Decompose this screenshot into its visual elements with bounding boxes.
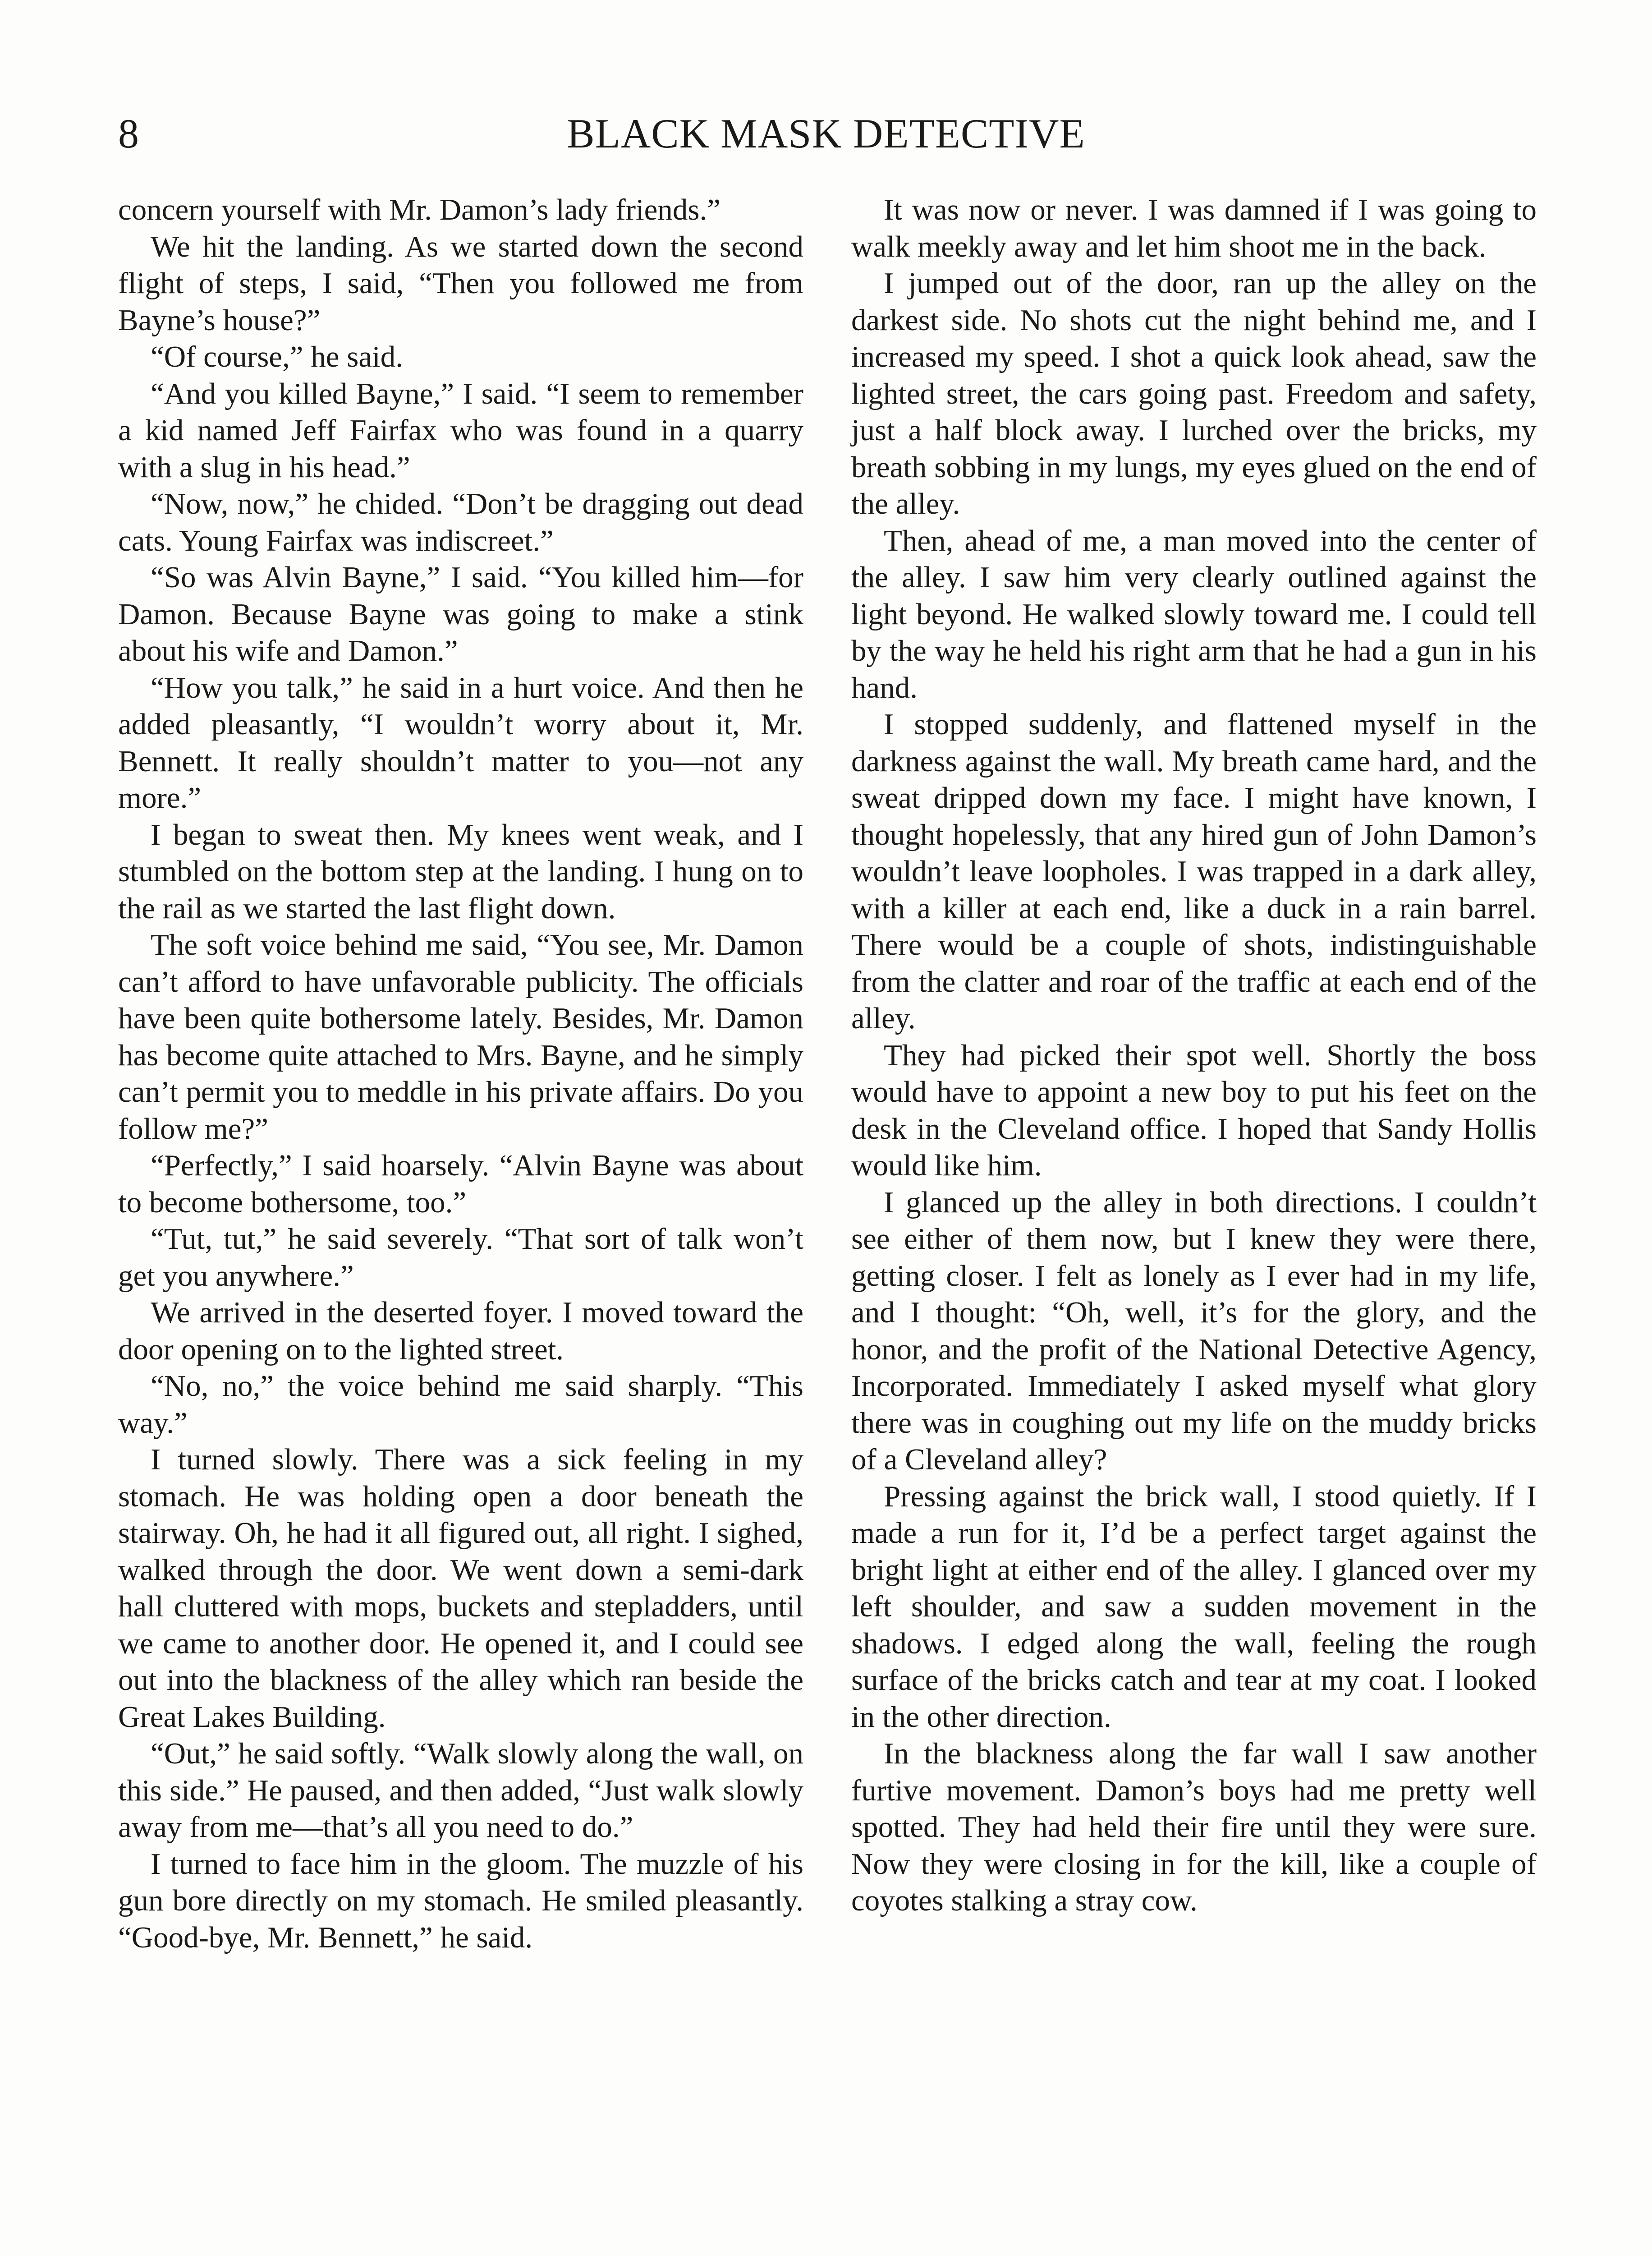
- paragraph: “No, no,” the voice behind me said sharply. “This way.”: [118, 1369, 803, 1440]
- paragraph: “Out,” he said softly. “Walk slowly along the wall, on this side.” He paused, and then added, “Just walk slowly away from me—that’s all you need to do.”: [118, 1737, 803, 1844]
- paragraph: “Tut, tut,” he said severely. “That sort of talk won’t get you anywhere.”: [118, 1222, 803, 1293]
- paragraph: “Perfectly,” I said hoarsely. “Alvin Bayne was about to become bothersome, too.”: [118, 1149, 803, 1219]
- paragraph: “Now, now,” he chided. “Don’t be dragging out dead cats. Young Fairfax was indiscreet.”: [118, 487, 803, 557]
- paragraph: “How you talk,” he said in a hurt voice. And then he added pleasantly, “I wouldn’t worry about it, Mr. Bennett. It really shouldn’t matter to you—not any more.”: [118, 671, 803, 815]
- paragraph: We hit the landing. As we started down the second flight of steps, I said, “Then you followed me from Bayne’s house?”: [118, 230, 803, 337]
- paragraph: I glanced up the alley in both directions. I couldn’t see either of them now, but I knew they were there, getting closer. I felt as lonely as I ever had in my life, and I thought: “Oh, well, it’s for the glory, and the honor, and the profit of the National Detective Agency, Incorporated. Immediately I asked myself what glory there was in coughing out my life on the muddy bricks of a Cleveland alley?: [851, 1185, 1537, 1476]
- paragraph: In the blackness along the far wall I saw another furtive movement. Damon’s boys had me pretty well spotted. They had held their fire until they were sure. Now they were closing in for the kill, like a couple of coyotes stalking a stray cow.: [851, 1737, 1537, 1917]
- right-column: [851, 192, 1537, 1919]
- paragraph: We arrived in the deserted foyer. I moved toward the door opening on to the lighted street.: [118, 1296, 803, 1366]
- paragraph: concern yourself with Mr. Damon’s lady friends.”: [118, 193, 720, 226]
- paragraph: “And you killed Bayne,” I said. “I seem to remember a kid named Jeff Fairfax who was found in a quarry with a slug in his head.”: [118, 377, 803, 484]
- paragraph: Pressing against the brick wall, I stood quietly. If I made a run for it, I’d be a perfect target against the bright light at either end of the alley. I glanced over my left shoulder, and saw a sudden movement in the shadows. I edged along the wall, feeling the rough surface of the bricks catch and tear at my coat. I looked in the other direction.: [851, 1479, 1537, 1734]
- page-number: 8: [118, 110, 139, 156]
- left-column: [118, 192, 803, 1956]
- paragraph: “So was Alvin Bayne,” I said. “You killed him—for Damon. Because Bayne was going to make a stink about his wife and Damon.”: [118, 561, 803, 667]
- paragraph: I jumped out of the door, ran up the alley on the darkest side. No shots cut the night behind me, and I increased my speed. I shot a quick look ahead, saw the lighted street, the cars going past. Freedom and safety, just a half block away. I lurched over the bricks, my breath sobbing in my lungs, my eyes glued on the end of the alley.: [851, 267, 1537, 520]
- paragraph: I turned slowly. There was a sick feeling in my stomach. He was holding open a door beneath the stairway. Oh, he had it all figured out, all right. I sighed, walked through the door. We went down a semi-dark hall cluttered with mops, buckets and stepladders, until we came to another door. He opened it, and I could see out into the blackness of the alley which ran beside the Great Lakes Building.: [118, 1443, 803, 1734]
- paragraph: It was now or never. I was damned if I was going to walk meekly away and let him shoot me in the back.: [851, 193, 1537, 263]
- paragraph: They had picked their spot well. Shortly the boss would have to appoint a new boy to put his feet on the desk in the Cleveland office. I hoped that Sandy Hollis would like him.: [851, 1038, 1537, 1182]
- paragraph: I turned to face him in the gloom. The muzzle of his gun bore directly on my stomach. He smiled pleasantly. “Good-bye, Mr. Bennett,” he said.: [118, 1847, 803, 1954]
- paragraph: Then, ahead of me, a man moved into the center of the alley. I saw him very clearly outlined against the light beyond. He walked slowly toward me. I could tell by the way he held his right arm that he had a gun in his hand.: [851, 524, 1537, 704]
- paragraph: “Of course,” he said.: [151, 340, 403, 373]
- running-head: BLACK MASK DETECTIVE: [567, 110, 1085, 156]
- paragraph: The soft voice behind me said, “You see, Mr. Damon can’t afford to have unfavorable publicity. The officials have been quite bothersome lately. Besides, Mr. Damon has become quite attached to Mrs. Bayne, and he simply can’t permit you to meddle in his private affairs. Do you follow me?”: [118, 928, 803, 1146]
- paragraph: I stopped suddenly, and flattened myself in the darkness against the wall. My breath came hard, and the sweat dripped down my face. I might have known, I thought hopelessly, that any hired gun of John Damon’s wouldn’t leave loopholes. I was trapped in a dark alley, with a killer at each end, like a duck in a rain barrel. There would be a couple of shots, indistinguishable from the clatter and roar of the traffic at each end of the alley.: [851, 708, 1537, 1035]
- paragraph: I began to sweat then. My knees went weak, and I stumbled on the bottom step at the landing. I hung on to the rail as we started the last flight down.: [118, 818, 803, 925]
